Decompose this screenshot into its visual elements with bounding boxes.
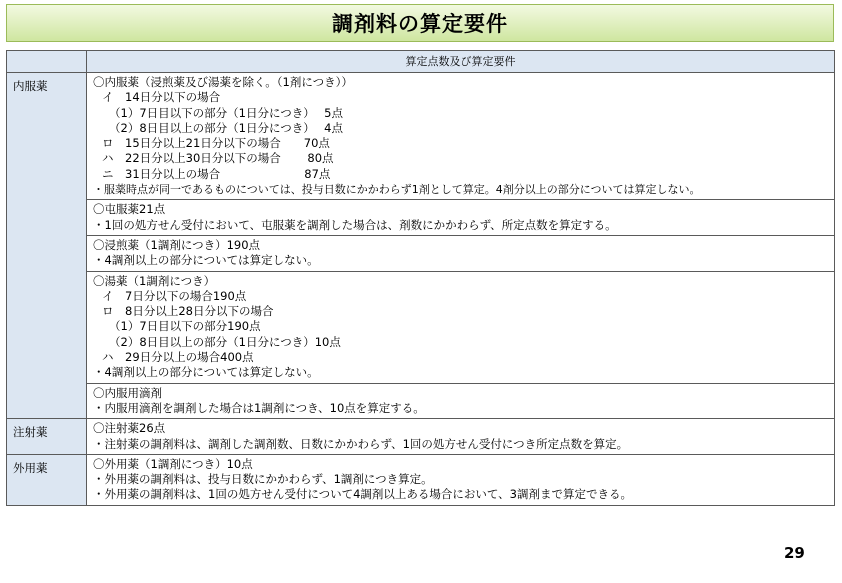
text-line: （2）8日目以上の部分（1日分につき）10点 [109,334,341,349]
category-chusha: 注射薬 [7,419,87,455]
header-category-cell [7,51,87,73]
text-line: ・1回の処方せん受付において、屯服薬を調剤した場合は、剤数にかかわらず、所定点数を算定する。 [93,217,617,232]
table-header-row [7,51,835,73]
text-line: イ 14日分以下の場合 [102,90,221,105]
text-line: ニ 31日分以上の場合 87点 [102,166,331,181]
text-line: ロ 15日分以上21日分以下の場合 70点 [102,136,330,151]
requirements-table [6,50,835,506]
text-line: （1）7日目以下の部分190点 [109,319,261,334]
cell-tonpuku [87,200,835,236]
table-row [7,419,835,455]
table-row [7,235,835,271]
cell-shinsen [87,235,835,271]
table-row [7,383,835,419]
text-line: 〇外用薬（1調剤につき）10点 [93,456,253,471]
page-number: 29 [784,544,805,562]
text-line: ・外用薬の調剤料は、1回の処方せん受付について4調剤以上ある場合において、3調剤まで算定できる。 [93,487,632,502]
category-gaiyo: 外用薬 [7,454,87,505]
cell-naifuku [87,73,835,200]
text-line: （2）8日目以上の部分（1日分につき） 4点 [109,120,343,135]
text-line: 〇注射薬26点 [93,421,166,436]
text-line: 〇内服薬（浸煎薬及び湯薬を除く。（1剤につき）） [93,75,353,89]
text-line: イ 7日分以下の場合190点 [102,288,247,303]
category-naifuku: 内服薬 [7,73,87,419]
cell-chusha [87,419,835,455]
text-line: （1）7日目以下の部分（1日分につき） 5点 [109,105,343,120]
table-row [7,200,835,236]
text-line: ハ 22日分以上30日分以下の場合 80点 [102,151,334,166]
table-row [7,454,835,505]
title-banner [6,4,834,42]
header-requirements-cell: 算定点数及び算定要件 [87,51,835,73]
text-line: ロ 8日分以上28日分以下の場合 [102,304,274,319]
text-line: ・内服用滴剤を調剤した場合は1調剤につき、10点を算定する。 [93,400,425,415]
text-line: 〇湯薬（1調剤につき） [93,273,216,288]
text-line: ・外用薬の調剤料は、投与日数にかかわらず、1調剤につき算定。 [93,472,433,487]
text-line: ・4調剤以上の部分については算定しない。 [93,253,319,268]
table-row [7,73,835,200]
cell-gaiyo [87,454,835,505]
text-line: ・4調剤以上の部分については算定しない。 [93,365,319,380]
text-line: ハ 29日分以上の場合400点 [102,350,254,365]
text-line: ・注射薬の調剤料は、調剤した調剤数、日数にかかわらず、1回の処方せん受付につき所定点数を算定。 [93,436,629,451]
cell-tekizai [87,383,835,419]
text-line: ・服薬時点が同一であるものについては、投与日数にかかわらず1剤として算定。4剤分以上の部分については算定しない。 [93,183,701,197]
table-row [7,271,835,383]
cell-toyaku [87,271,835,383]
text-line: 〇内服用滴剤 [93,385,162,400]
text-line: 〇浸煎薬（1調剤につき）190点 [93,237,261,252]
text-line: 〇屯服薬21点 [93,202,166,217]
page-title: 調剤料の算定要件 [332,12,508,36]
